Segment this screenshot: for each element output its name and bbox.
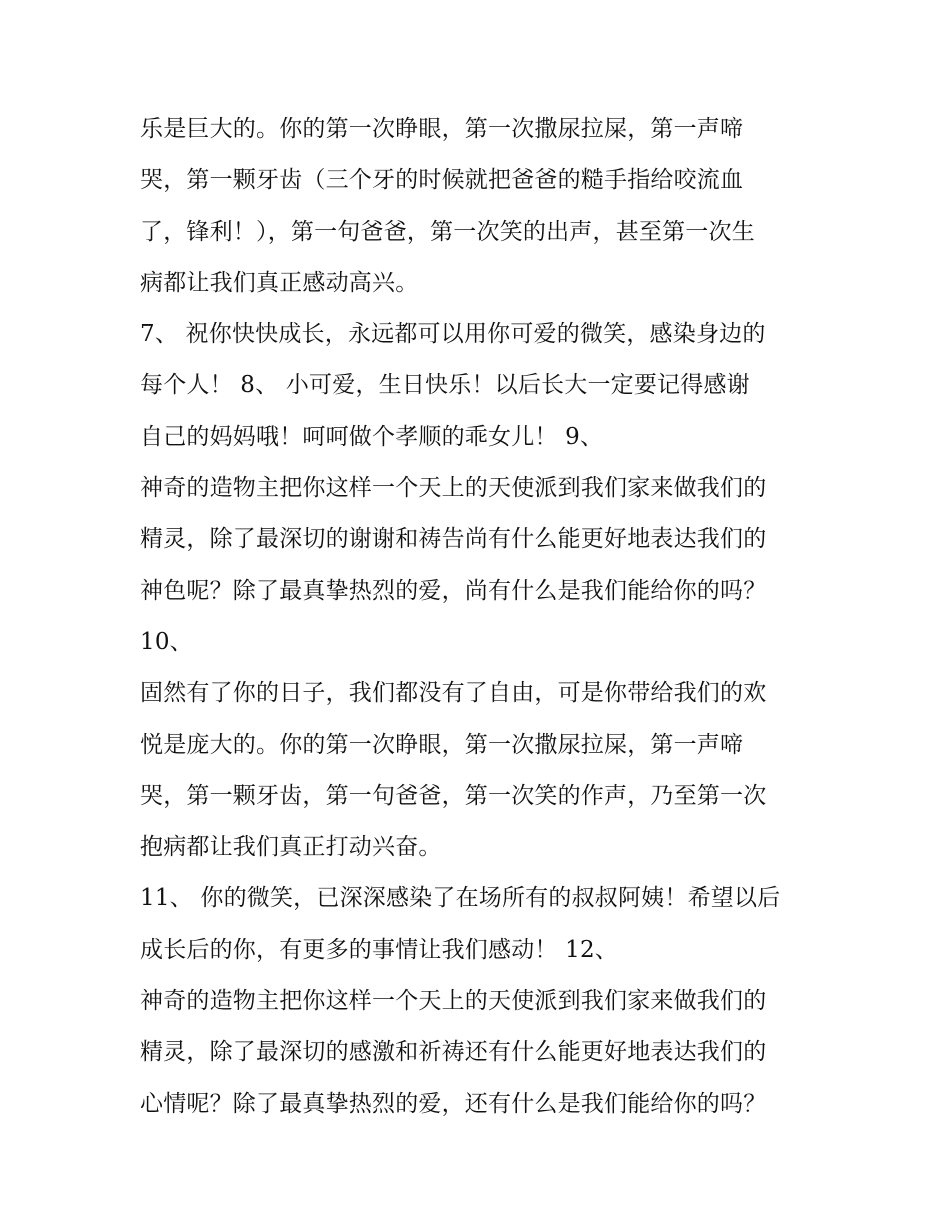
text-line-8: 神奇的造物主把你这样一个天上的天使派到我们家来做我们的 (140, 475, 767, 502)
text-line-1: 乐是巨大的。你的第一次睁眼，第一次撒尿拉屎，第一声啼 (140, 116, 744, 142)
text-line-20: 心情呢？除了最真挚热烈的爱，还有什么是我们能给你的吗？ (140, 1090, 767, 1117)
text-line-13: 悦是庞大的。你的第一次睁眼，第一次撒尿拉屎，第一声啼 (140, 731, 744, 758)
text-line-5: 7、 祝你快快成长，永远都可以用你可爱的微笑，感染身边的 (140, 321, 766, 348)
text-line-10: 神色呢？除了最真挚热烈的爱，尚有什么是我们能给你的吗？ (140, 577, 767, 604)
text-line-2: 哭，第一颗牙齿（三个牙的时候就把爸爸的糙手指给咬流血 (140, 167, 744, 194)
text-line-19: 精灵，除了最深切的感激和祈祷还有什么能更好地表达我们的 (140, 1039, 767, 1066)
text-line-9: 精灵，除了最深切的谢谢和祷告尚有什么能更好地表达我们的 (140, 526, 767, 553)
text-line-18: 神奇的造物主把你这样一个天上的天使派到我们家来做我们的 (140, 988, 767, 1015)
text-line-15: 抱病都让我们真正打动兴奋。 (140, 834, 442, 861)
text-line-16: 11、 你的微笑，已深深感染了在场所有的叔叔阿姨！希望以后 (140, 885, 781, 912)
text-line-14: 哭，第一颗牙齿，第一句爸爸，第一次笑的作声，乃至第一次 (140, 782, 767, 809)
text-line-4: 病都让我们真正感动高兴。 (140, 269, 419, 296)
text-line-3: 了，锋利！），第一句爸爸，第一次笑的出声，甚至第一次生 (140, 218, 755, 245)
text-line-6: 每个人！ 8、 小可爱，生日快乐！以后长大一定要记得感谢 (140, 372, 750, 399)
document-body (140, 104, 820, 1130)
text-line-7: 自己的妈妈哦！呵呵做个孝顺的乖女儿！ 9、 (140, 423, 604, 450)
text-line-11: 10、 (140, 628, 193, 655)
text-line-17: 成长后的你，有更多的事情让我们感动！ 12、 (140, 936, 618, 963)
text-line-12: 固然有了你的日子，我们都没有了自由，可是你带给我们的欢 (140, 680, 767, 707)
